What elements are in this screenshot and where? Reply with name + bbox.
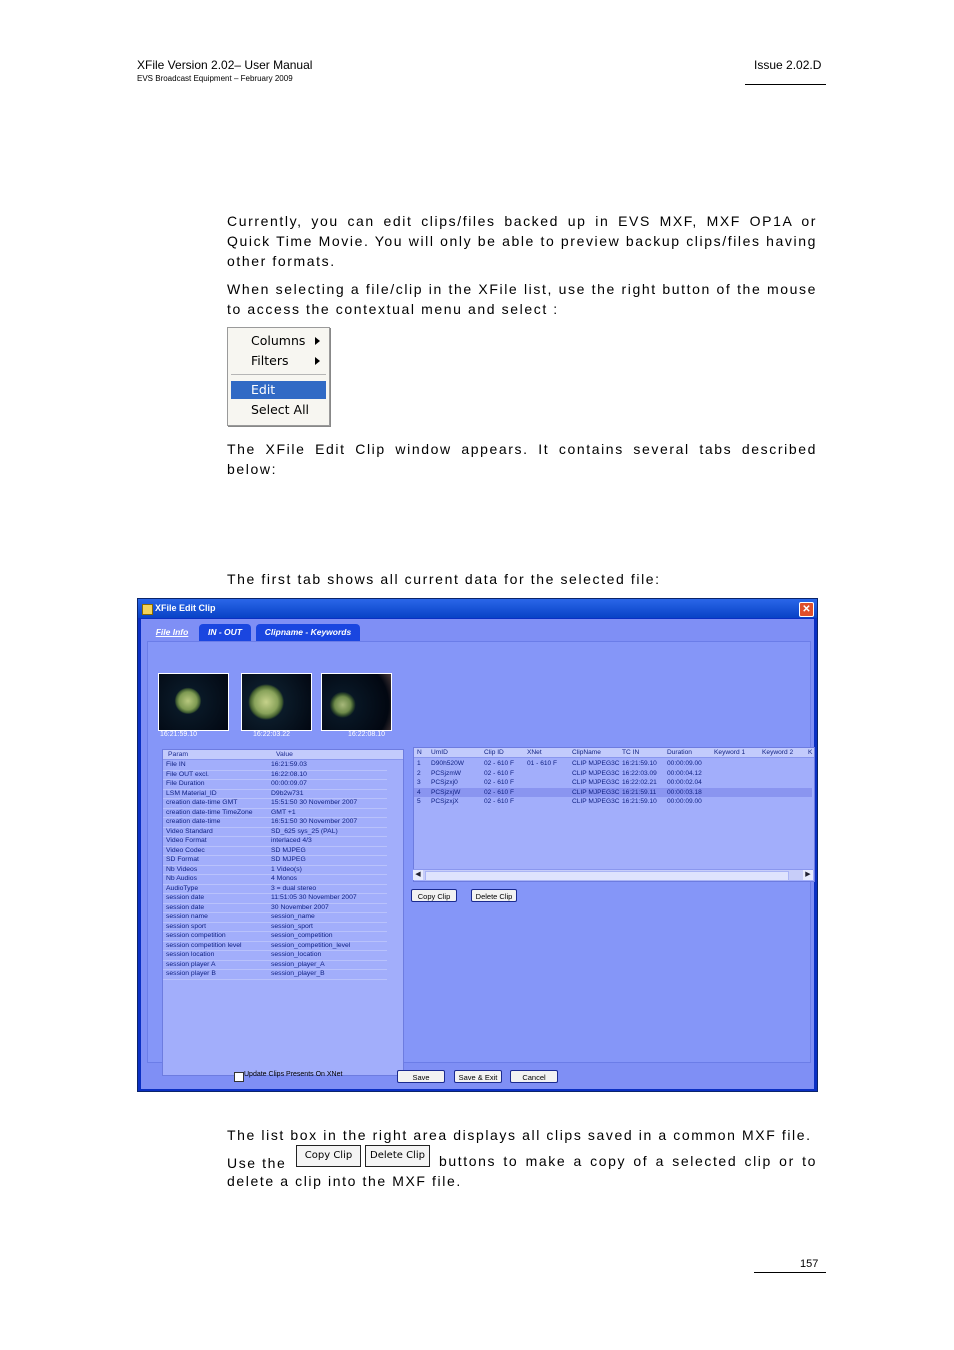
param-name: SD Format (166, 856, 199, 863)
para-window-appears: The XFile Edit Clip window appears. It contains several tabs described below: (227, 441, 817, 477)
param-value: session_player_B (271, 970, 325, 977)
inline-delete-clip-button: Delete Clip (365, 1145, 430, 1167)
clip-cell: CLIP MJPEG3C (572, 779, 620, 786)
param-value: interlaced 4/3 (271, 837, 312, 844)
param-table[interactable] (162, 749, 404, 1076)
param-name: session name (166, 913, 208, 920)
clip-cell: PCSjzxjW (431, 788, 461, 796)
clip-cell: 16:22:02.21 (622, 779, 657, 786)
clip-column-header[interactable]: Keyword 2 (762, 749, 794, 756)
param-name: LSM Material_ID (166, 789, 217, 797)
param-value: 4 Monos (271, 875, 298, 882)
inline-copy-clip-button: Copy Clip (296, 1145, 361, 1167)
param-name: session date (166, 903, 205, 911)
thumbnail-mid (241, 673, 312, 731)
para-context-menu: When selecting a file/clip in the XFile list, use the right button of the mouse to access the contextual menu and select : (227, 281, 817, 317)
param-value: 15:51:50 30 November 2007 (271, 799, 358, 806)
clip-cell: 5 (417, 798, 421, 805)
window-titlebar[interactable] (138, 599, 817, 618)
thumbnail-time: 16:22:03.22 (253, 731, 290, 738)
menu-separator (231, 374, 326, 375)
header-rule (745, 84, 826, 85)
clip-column-header[interactable]: N (417, 749, 422, 756)
clip-cell: 02 - 610 F (484, 788, 515, 796)
param-table-header (163, 750, 403, 760)
context-menu (227, 327, 330, 426)
clip-column-header[interactable]: Duration (667, 749, 692, 756)
para-list-box: The list box in the right area displays all clips saved in a common MXF file. (227, 1127, 812, 1143)
clip-cell: 01 - 610 F (527, 760, 558, 767)
clip-column-header[interactable]: Keyword 1 (714, 749, 746, 756)
column-header-value[interactable]: Value (276, 751, 293, 758)
save-button[interactable]: Save (397, 1070, 445, 1083)
menu-item-edit[interactable] (231, 381, 326, 399)
clip-row[interactable] (414, 778, 812, 788)
clip-row[interactable] (414, 788, 812, 798)
cancel-button[interactable]: Cancel (510, 1070, 558, 1083)
clip-cell: 4 (417, 788, 421, 796)
copy-clip-button[interactable]: Copy Clip (411, 889, 457, 902)
param-name: AudioType (166, 884, 199, 892)
clip-cell: 00:00:09.00 (667, 760, 702, 767)
update-xnet-checkbox[interactable] (234, 1072, 244, 1082)
clip-cell: 3 (417, 779, 421, 786)
clip-cell: 00:00:09.00 (667, 798, 702, 805)
param-name: Video Codec (166, 846, 205, 854)
para-buttons-suffix: buttons to make a copy of a selected clip or to delete a clip into the MXF file. (227, 1153, 817, 1189)
menu-item-filters[interactable] (231, 352, 326, 370)
tab-file-info[interactable]: File Info (150, 624, 194, 641)
param-name: session date (166, 894, 205, 901)
param-name: Nb Audios (166, 875, 197, 882)
param-name: creation date-time (166, 818, 221, 825)
param-name: session location (166, 951, 215, 958)
submenu-arrow-icon (315, 357, 320, 365)
clip-column-header[interactable]: XNet (527, 749, 542, 756)
tab-in-out[interactable]: IN - OUT (199, 624, 251, 641)
param-value: 16:22:08.10 (271, 770, 307, 778)
manual-subtitle: EVS Broadcast Equipment – February 2009 (137, 74, 293, 83)
menu-item-columns[interactable] (231, 332, 326, 350)
param-value: 3 = dual stereo (271, 884, 317, 892)
param-value: 16:51:50 30 November 2007 (271, 818, 358, 825)
param-value: SD MJPEG (271, 846, 306, 854)
param-value: session_player_A (271, 960, 325, 968)
clip-cell: 2 (417, 769, 421, 777)
scroll-right-icon[interactable]: ▶ (803, 870, 813, 880)
param-value: session_competition_level (271, 941, 351, 949)
file-info-panel (147, 641, 811, 1063)
param-value: session_name (271, 913, 315, 920)
thumbnail-time: 16:21:59.10 (160, 731, 197, 738)
clip-cell: 00:00:03.18 (667, 788, 702, 796)
param-name: session competition (166, 932, 226, 939)
param-value: 00:00:09.07 (271, 780, 307, 787)
clip-cell: CLIP MJPEG3C (572, 760, 620, 767)
clip-column-header[interactable]: K (808, 749, 813, 756)
scrollbar-thumb[interactable] (425, 871, 789, 881)
menu-item-select-all[interactable] (231, 401, 326, 419)
para-first-tab: The first tab shows all current data for the selected file: (227, 571, 661, 587)
clip-cell: CLIP MJPEG3C (572, 769, 620, 777)
param-value: 1 Video(s) (271, 865, 302, 873)
app-icon (142, 604, 153, 615)
update-xnet-label: Update Clips Presents On XNet (244, 1071, 343, 1078)
column-header-param[interactable]: Param (168, 751, 189, 758)
manual-title: XFile Version 2.02– User Manual (137, 58, 313, 72)
param-value: 16:21:59.03 (271, 761, 307, 768)
param-value: 30 November 2007 (271, 903, 329, 911)
close-icon[interactable]: ✕ (799, 602, 814, 617)
thumbnail-time: 16:22:08.10 (348, 731, 385, 738)
param-row[interactable] (163, 969, 387, 980)
clip-column-header[interactable]: ClipName (572, 749, 601, 756)
footer-rule (754, 1272, 826, 1273)
clip-cell: 16:22:03.09 (622, 769, 657, 777)
clip-list[interactable] (413, 747, 815, 882)
param-name: session sport (166, 922, 207, 930)
clip-row[interactable] (414, 797, 812, 807)
clip-cell: PCSjzxjX (431, 798, 459, 805)
param-name: session player A (166, 960, 216, 968)
clip-cell: PCSjzmW (431, 769, 462, 777)
thumbnail-out (321, 673, 392, 731)
clip-cell: PCSjzxj0 (431, 779, 458, 786)
param-name: session player B (166, 970, 216, 977)
menu-item-label: Select All (251, 402, 310, 417)
param-name: File Duration (166, 780, 205, 787)
issue-label: Issue 2.02.D (754, 58, 822, 72)
param-name: creation date-time TimeZone (166, 808, 253, 816)
page-number: 157 (800, 1258, 819, 1270)
clip-cell: CLIP MJPEG3C (572, 788, 620, 796)
para-formats: Currently, you can edit clips/files backed up in EVS MXF, MXF OP1A or Quick Time Movie. You will only be able to preview backup clips/files having other formats. (227, 213, 817, 269)
param-name: Nb Videos (166, 865, 198, 873)
clip-column-header[interactable]: Clip ID (484, 749, 504, 756)
clip-cell: 02 - 610 F (484, 760, 515, 767)
clip-column-header[interactable]: UmID (431, 749, 448, 756)
param-value: 11:51:05 30 November 2007 (271, 894, 357, 901)
param-value: D9b2w731 (271, 789, 304, 797)
param-name: session competition level (166, 941, 242, 949)
clip-cell: 00:00:04.12 (667, 769, 702, 777)
clip-cell: D90h520W (431, 760, 464, 767)
submenu-arrow-icon (315, 337, 320, 345)
clip-cell: 16:21:59.10 (622, 760, 657, 767)
clip-cell: CLIP MJPEG3C (572, 798, 620, 805)
clip-cell: 16:21:59.10 (622, 798, 657, 805)
clip-cell: 02 - 610 F (484, 798, 515, 805)
param-name: File IN (166, 761, 186, 768)
param-value: GMT +1 (271, 808, 296, 816)
clip-list-header (414, 748, 814, 758)
clip-row[interactable] (414, 769, 812, 779)
window-title: XFile Edit Clip (155, 603, 216, 613)
menu-item-label: Filters (251, 353, 289, 368)
save-exit-button[interactable]: Save & Exit (454, 1070, 502, 1083)
param-name: File OUT excl. (166, 770, 209, 778)
param-value: SD MJPEG (271, 856, 306, 863)
edit-clip-window (137, 598, 818, 1092)
clip-cell: 16:21:59.11 (622, 788, 657, 796)
clip-column-header[interactable]: TC IN (622, 749, 640, 756)
param-value: session_location (271, 951, 322, 958)
clip-cell: 02 - 610 F (484, 779, 515, 786)
clip-list-scrollbar[interactable] (413, 869, 813, 880)
scroll-left-icon[interactable]: ◀ (413, 870, 423, 880)
delete-clip-button[interactable]: Delete Clip (471, 889, 517, 902)
param-name: creation date-time GMT (166, 799, 238, 806)
tab-clipname-keywords[interactable]: Clipname - Keywords (256, 624, 360, 641)
param-value: session_competition (271, 932, 333, 939)
window-body (141, 619, 814, 1089)
thumbnail-in (158, 673, 229, 731)
clip-cell: 1 (417, 760, 421, 767)
param-value: SD_625 sys_25 (PAL) (271, 827, 338, 835)
param-value: session_sport (271, 922, 313, 930)
clip-cell: 00:00:02.04 (667, 779, 702, 786)
clip-row[interactable] (414, 759, 812, 769)
clip-cell: 02 - 610 F (484, 769, 515, 777)
menu-item-label: Edit (251, 382, 276, 397)
para-buttons-prefix: Use the (227, 1155, 287, 1171)
param-name: Video Standard (166, 827, 213, 835)
menu-item-label: Columns (251, 333, 306, 348)
param-name: Video Format (166, 837, 207, 844)
